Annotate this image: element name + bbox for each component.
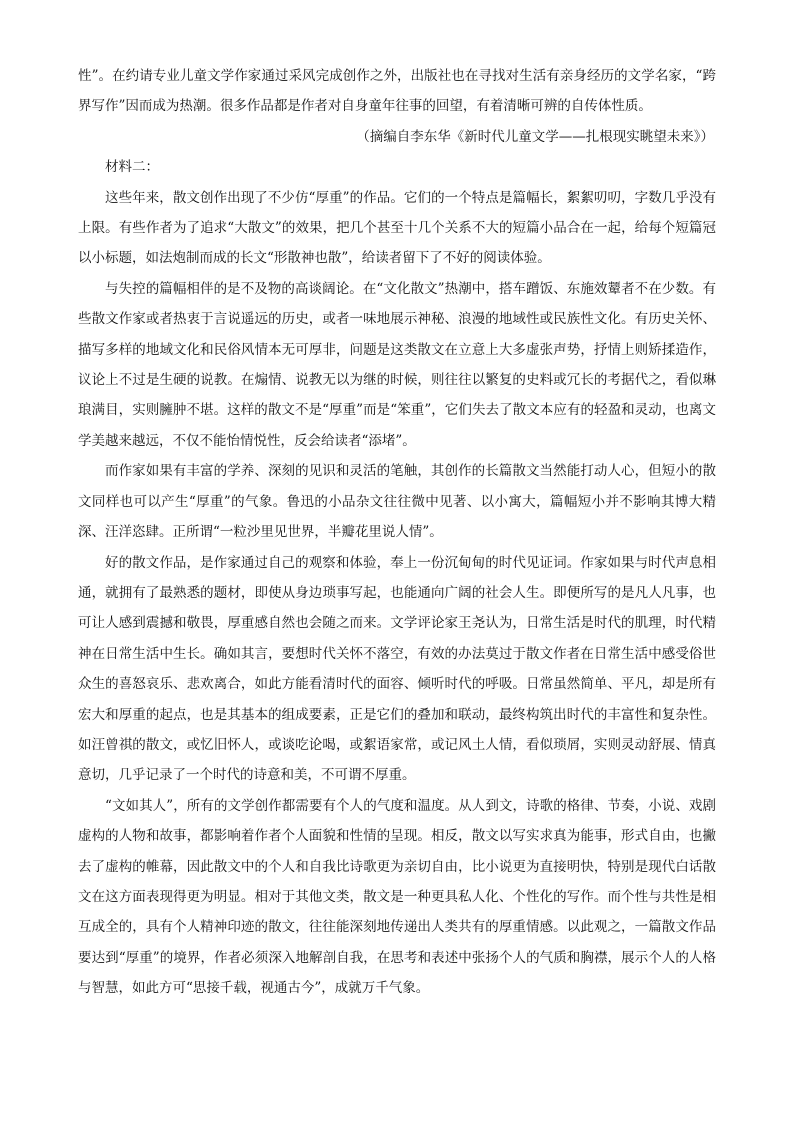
body-paragraph: 这些年来，散文创作出现了不少仿“厚重”的作品。它们的一个特点是篇幅长，絮絮叨叨，字数几乎没有上限。有些作者为了追求“大散文”的效果，把几个甚至十几个关系不大的短篇小品合在一起，给每个短篇冠以小标题，如法炮制而成的长文“形散神也散”，给读者留下了不好的阅读体验。 xyxy=(78,189,716,267)
material-two-label: 材料二： xyxy=(105,159,159,176)
body-paragraph: 好的散文作品，是作家通过自己的观察和体验，奉上一份沉甸甸的时代见证词。作家如果与时代声息相通，就拥有了最熟悉的题材，即使从身边琐事写起，也能通向广阔的社会人生。即便所写的是凡人凡事，也可让人感到震撼和敬畏，厚重感自然也会随之而来。文学评论家王尧认为，日常生活是时代的肌理，时代精神在日常生活中生长。确如其言，要想时代关怀不落空，有效的办法莫过于散文作者在日常生活中感受俗世众生的喜怒哀乐、悲欢离合，如此方能看清时代的面容、倾听时代的呼吸。日常虽然简单、平凡，却是所有宏大和厚重的起点，也是其基本的组成要素，正是它们的叠加和联动，最终构筑出时代的丰富性和复杂性。如汪曾祺的散文，或忆旧怀人，或谈吃论喝，或絮语家常，或记风土人情，看似琐屑，实则灵动舒展、情真意切，几乎记录了一个时代的诗意和美，不可谓不厚重。 xyxy=(78,554,716,784)
continuation-paragraph: 性”。在约请专业儿童文学作家通过采风完成创作之外，出版社也在寻找对生活有亲身经历的文学名家，“跨界写作”因而成为热潮。很多作品都是作者对自身童年往事的回望，有着清晰可辨的自传体性质。 xyxy=(78,68,716,115)
body-paragraph: 而作家如果有丰富的学养、深刻的见识和灵活的笔触，其创作的长篇散文当然能打动人心，但短小的散文同样也可以产生“厚重”的气象。鲁迅的小品杂文往往微中见著、以小寓大，篇幅短小并不影响其博大精深、汪洋恣肆。正所谓“一粒沙里见世界，半瓣花里说人情”。 xyxy=(78,463,716,541)
source-citation: （摘编自李东华《新时代儿童文学——扎根现实眺望未来》） xyxy=(356,128,714,145)
body-paragraph: 与失控的篇幅相伴的是不及物的高谈阔论。在“文化散文”热潮中，搭车蹭饭、东施效颦者不在少数。有些散文作家或者热衷于言说遥远的历史，或者一味地展示神秘、浪漫的地域性或民族性文化。有历史关怀、描写多样的地域文化和民俗风情本无可厚非，问题是这类散文在立意上大多虚张声势，抒情上则矫揉造作，议论上不过是生硬的说教。在煽情、说教无以为继的时候，则往往以繁复的史料或冗长的考据代之，看似琳琅满目，实则臃肿不堪。这样的散文不是“厚重”而是“笨重”，它们失去了散文本应有的轻盈和灵动，也离文学美越来越远，不仅不能怡情悦性，反会给读者“添堵”。 xyxy=(78,280,716,449)
body-paragraph: “文如其人”，所有的文学创作都需要有个人的气度和温度。从人到文，诗歌的格律、节奏，小说、戏剧虚构的人物和故事，都影响着作者个人面貌和性情的呈现。相反，散文以写实求真为能事，形式自由，也撇去了虚构的帷幕，因此散文中的个人和自我比诗歌更为亲切自由，比小说更为直接明快，特别是现代白话散文在这方面表现得更为明显。相对于其他文类，散文是一种更具私人化、个性化的写作。而个性与共性是相互成全的，具有个人精神印迹的散文，往往能深刻地传递出人类共有的厚重情感。以此观之，一篇散文作品要达到“厚重”的境界，作者必须深入地解剖自我，在思考和表述中张扬个人的气质和胸襟，展示个人的人格与智慧，如此方可“思接千载，视通古今”，成就万千气象。 xyxy=(78,797,716,997)
